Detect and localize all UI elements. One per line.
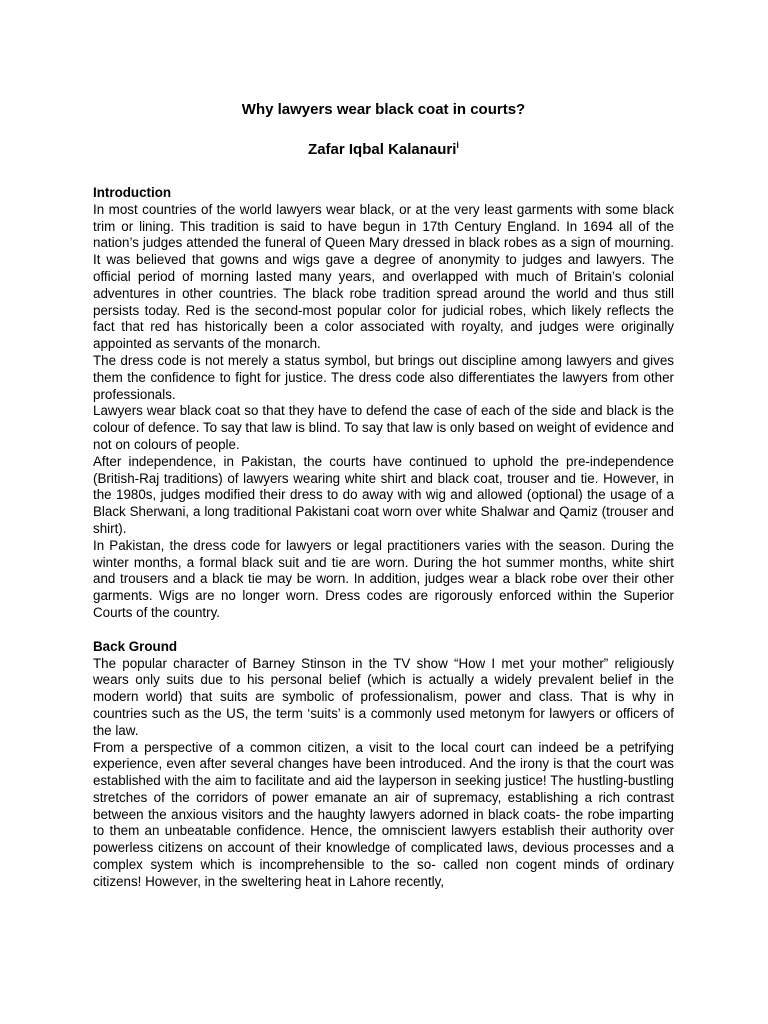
paragraph: In most countries of the world lawyers wear black, or at the very least garments with some black trim or lining. This tradition is said to have begun in 17th Century England. In 1694 all of the nation’s judges attended the funeral of Queen Mary dressed in black robes as a sign of mourning. It was believed that gowns and wigs gave a degree of anonymity to judges and lawyers. The official period of morning lasted many years, and overlapped with much of Britain’s colonial adventures in other countries. The black robe tradition spread around the world and thus still persists today. Red is the second-most popular color for judicial robes, which likely reflects the fact that red has historically been a color associated with royalty, and judges were originally appointed as servants of the monarch. — [93, 201, 674, 352]
paragraph: After independence, in Pakistan, the courts have continued to uphold the pre-independence (British-Raj traditions) of lawyers wearing white shirt and black coat, trouser and tie. However, in the 1980s, judges modified their dress to do away with wig and allowed (optional) the usage of a Black Sherwani, a long traditional Pakistani coat worn over white Shalwar and Qamiz (trouser and shirt). — [93, 453, 674, 536]
author-footnote-mark[interactable]: i — [456, 140, 459, 150]
section-background — [93, 639, 674, 891]
paragraph: From a perspective of a common citizen, a visit to the local court can indeed be a petrifying experience, even after several changes have been introduced. And the irony is that the court was established with the aim to facilitate and aid the layperson in seeking justice! The hustling-bustling stretches of the corridors of power emanate an air of supremacy, establishing a rich contrast between the anxious visitors and the haughty lawyers adorned in black coats- the robe imparting to them an unbeatable confidence. Hence, the omniscient lawyers establish their authority over powerless citizens on account of their knowledge of complicated laws, devious processes and a complex system which is incomprehensible to the so- called non cogent minds of ordinary citizens! However, in the sweltering heat in Lahore recently, — [93, 739, 674, 889]
paragraph: In Pakistan, the dress code for lawyers or legal practitioners varies with the season. During the winter months, a formal black suit and tie are worn. During the hot summer months, white shirt and trousers and a black tie may be worn. In addition, judges wear a black robe over their other garments. Wigs are no longer worn. Dress codes are rigorously enforced within the Superior Courts of the country. — [93, 537, 674, 620]
section-heading: Back Ground — [93, 638, 178, 654]
document-page — [93, 101, 674, 891]
author-line — [93, 141, 674, 159]
paragraph: The popular character of Barney Stinson in the TV show “How I met your mother” religiously wears only suits due to his personal belief (which is actually a widely prevalent belief in the modern world) that suits are symbolic of professionalism, power and class. That is why in countries such as the US, the term ‘suits’ is a commonly used metonym for lawyers or officers of the law. — [93, 655, 674, 738]
section-heading: Introduction — [93, 185, 172, 200]
author-name: Zafar Iqbal Kalanauri — [308, 141, 457, 158]
section-introduction — [93, 185, 674, 622]
document-title: Why lawyers wear black coat in courts? — [241, 101, 526, 118]
paragraph: Lawyers wear black coat so that they have to defend the case of each of the side and black is the colour of defence. To say that law is blind. To say that law is only based on weight of evidence and not on colours of people. — [93, 403, 674, 452]
paragraph: The dress code is not merely a status symbol, but brings out discipline among lawyers and gives them the confidence to fight for justice. The dress code also differentiates the lawyers from other professionals. — [93, 352, 674, 402]
